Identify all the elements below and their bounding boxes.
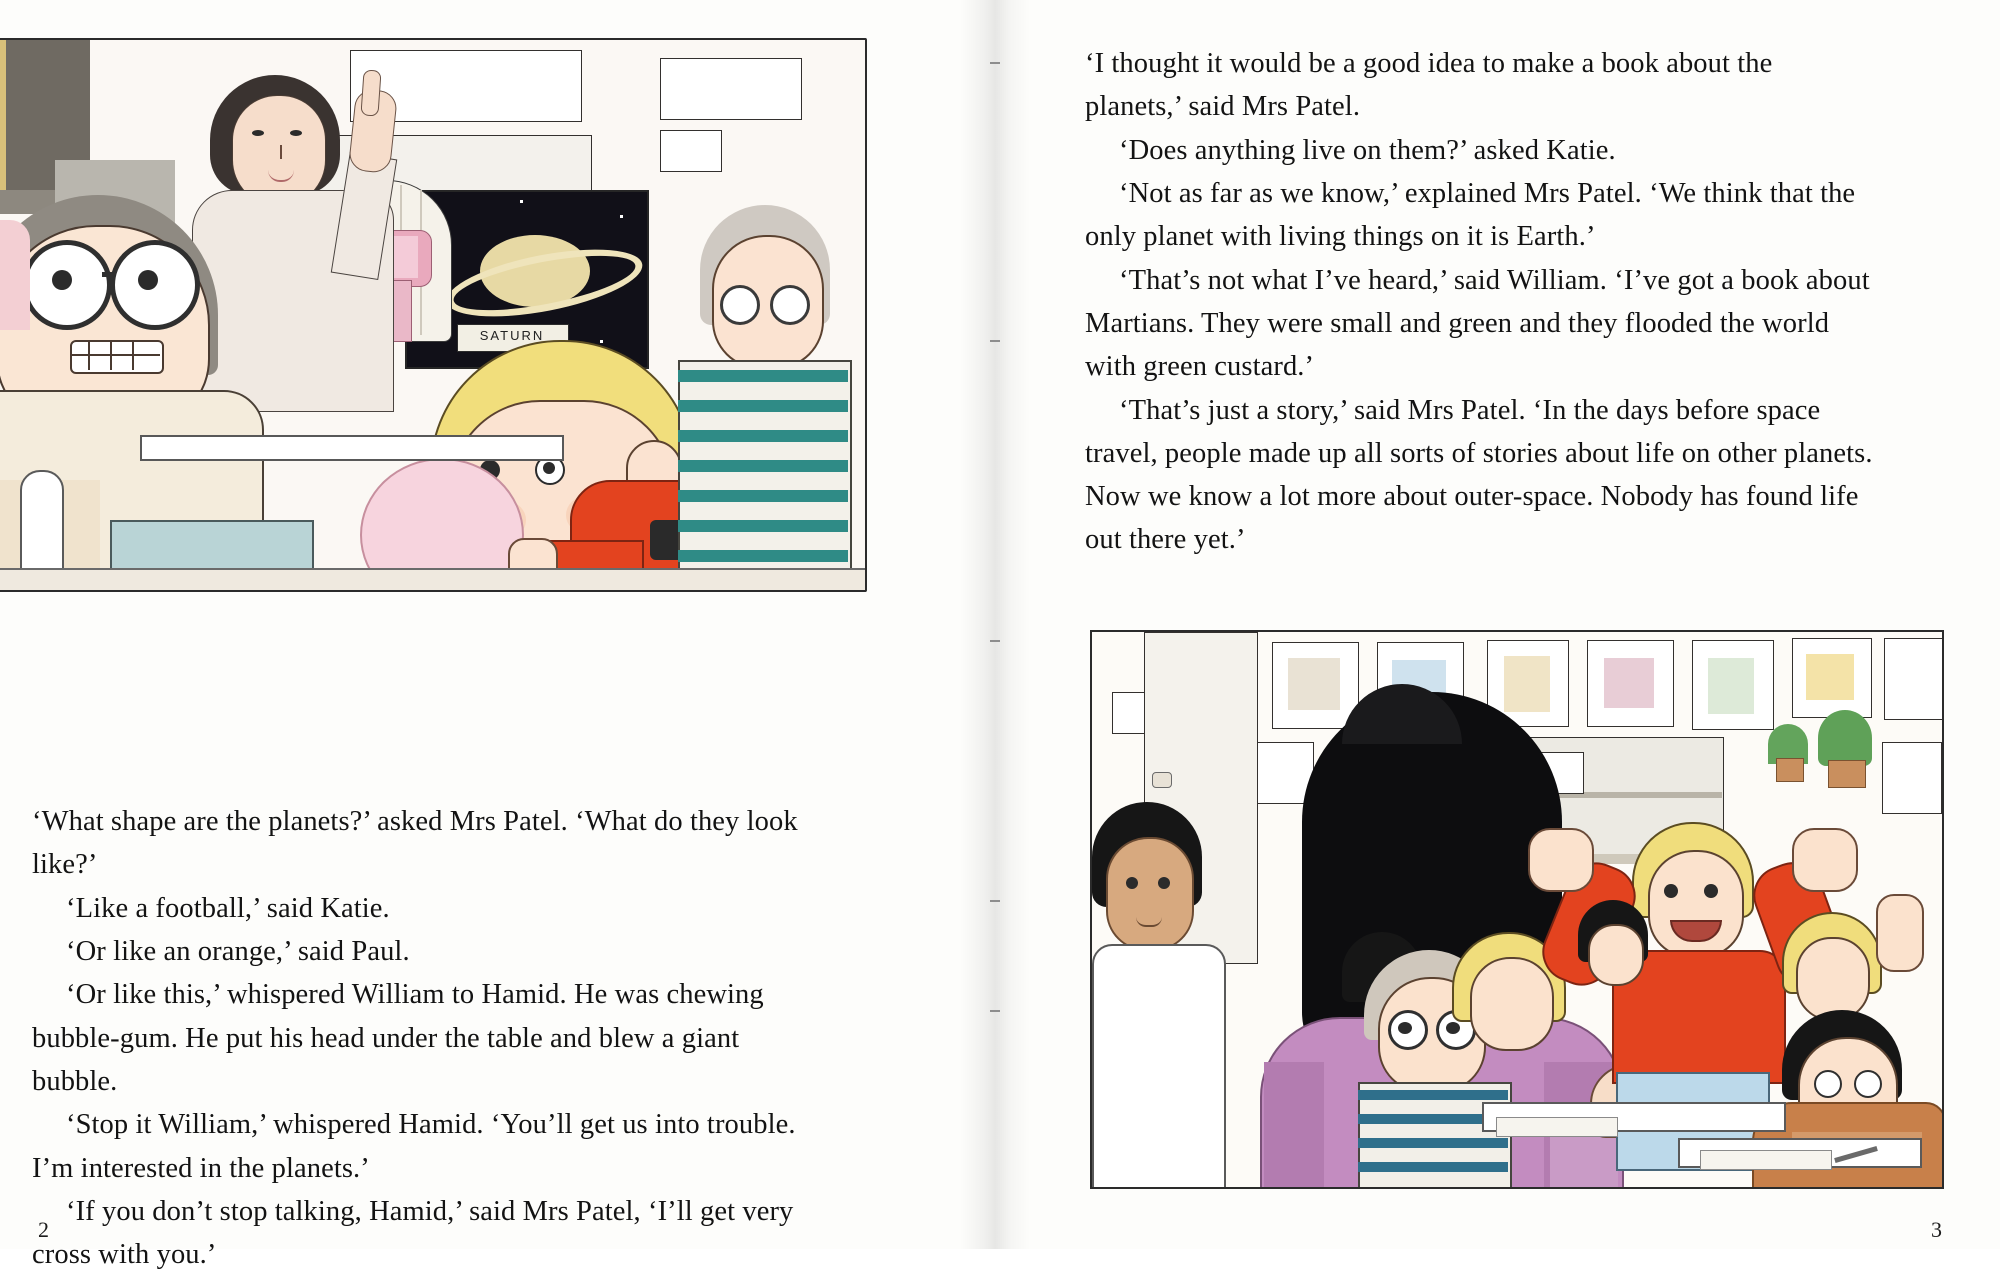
paragraph: ‘Not as far as we know,’ explained Mrs Patel. ‘We think that the only planet with living things on it is Earth.’ (1085, 177, 1856, 253)
paragraph: ‘I thought it would be a good idea to make a book about the planets,’ said Mrs Patel. (1085, 48, 1773, 123)
classroom-from-behind-teacher-illustration (1090, 630, 1944, 1189)
paragraph: ‘What shape are the planets?’ asked Mrs Patel. ‘What do they look like?’ (32, 806, 798, 881)
left-page (0, 0, 975, 1271)
paragraph: ‘That’s not what I’ve heard,’ said William. ‘I’ve got a book about Martians. They were small and green and they flooded the world with green custard.’ (1085, 264, 1870, 383)
classroom-bubble-gum-illustration (0, 38, 867, 592)
paragraph: ‘That’s just a story,’ said Mrs Patel. ‘In the days before space travel, people made up all sorts of stories about life on other planets. Now we know a lot more about outer-space. Nobody has found life out there yet.’ (1085, 394, 1873, 556)
right-page-text (1085, 42, 1875, 562)
page-number-left: 2 (38, 1217, 49, 1242)
paragraph: ‘Like a football,’ said Katie. (66, 892, 390, 924)
page-number-right: 3 (1931, 1217, 1942, 1242)
saturn-poster-label: SATURN (479, 328, 545, 343)
paragraph: ‘Stop it William,’ whispered Hamid. ‘You’ll get us into trouble. I’m interested in the planets.’ (32, 1109, 796, 1184)
left-page-text (32, 800, 822, 1276)
paragraph: ‘Does anything live on them?’ asked Katie. (1119, 134, 1616, 166)
gutter-registration-marks (990, 0, 1004, 1249)
paragraph: ‘If you don’t stop talking, Hamid,’ said Mrs Patel, ‘I’ll get very cross with you.’ (32, 1195, 794, 1271)
right-page (1025, 0, 2000, 1249)
paragraph: ‘Or like this,’ whispered William to Hamid. He was chewing bubble-gum. He put his head under the table and blew a giant bubble. (32, 979, 764, 1097)
paragraph: ‘Or like an orange,’ said Paul. (66, 935, 410, 967)
